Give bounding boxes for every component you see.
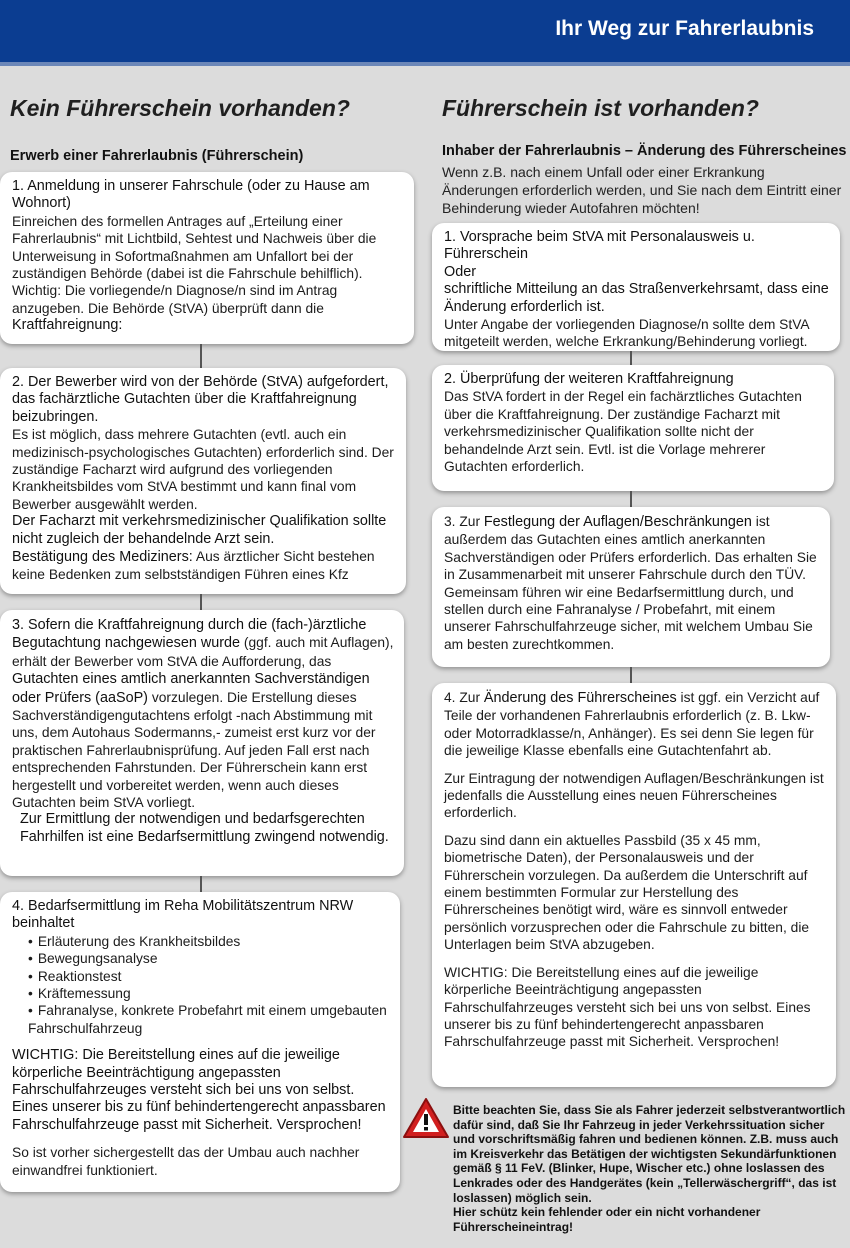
connector <box>630 667 632 683</box>
right-step-4-p2: Zur Eintragung der notwendigen Auflagen/Beschränkungen ist jedenfalls die Ausstellung eines neuen Führerscheines erforderlich. <box>444 770 824 821</box>
list-item: • Reaktionstest <box>28 968 390 985</box>
left-column-heading: Kein Führerschein vorhanden? <box>10 95 350 121</box>
right-step-1-body: Unter Angabe der vorliegenden Diagnose/n sollte dem StVA mitgeteilt werden, welche Erkrankung/Behinderung vorliegt. <box>444 317 809 350</box>
right-step-4-body: ist ggf. ein Verzicht auf Teile der vorhandenen Fahrerlaubnis erforderlich (z. B. Lkw- oder Motorradklasse/n, Anhänger). Es sei denn Sie legen für die jeweilige Klasse ebenfalls eine Gutachtenfahrt ab. <box>444 690 820 759</box>
warning-text-2: Hier schütz kein fehlender oder ein nicht vorhandener Führerscheineintrag! <box>453 1205 761 1234</box>
connector <box>200 876 202 892</box>
left-step-1-body: Einreichen des formellen Antrages auf „Erteilung einer Fahrerlaubnis“ mit Lichtbild, Sehtest und Nachweis über die Unterweisung in Sofortmaßnahmen am Unfallort bei der zuständigen Behörde (dabei ist die Fahrschule behilflich). Wichtig: Die vorliegende/n Diagnose/n sind im Antrag anzugeben. Die Behörde (StVA) überprüft dann die <box>12 213 377 316</box>
left-step-4-box <box>0 892 400 1192</box>
left-step-3-title-tail: (ggf. auch mit Auflagen), erhält der Bewerber vom StVA die Aufforderung, das <box>12 635 394 669</box>
left-step-2-confirm-label: Bestätigung des Mediziners: <box>12 549 193 566</box>
right-step-1-written: schriftliche Mitteilung an das Straßenverkehrsamt, dass eine Änderung erforderlich ist. <box>444 281 829 315</box>
list-item: • Kräftemessung <box>28 985 390 1002</box>
connector <box>630 491 632 507</box>
header-bar <box>0 0 850 66</box>
list-item: • Fahranalyse, konkrete Probefahrt mit einem umgebauten Fahrschulfahrzeug <box>28 1002 390 1037</box>
connector <box>630 351 632 365</box>
right-step-1-box <box>432 223 840 351</box>
left-section-heading: Erwerb einer Fahrerlaubnis (Führerschein) <box>10 148 304 164</box>
left-step-3-body: vorzulegen. Die Erstellung dieses Sachverständigengutachtens erfolgt -nach Abstimmung mit uns, dem Autohaus Sodermanns,- zumeist erst kurz vor der praktischen Fahrerlaubnisprüfung. Auf jeden Fall erst nach entsprechenden Fahrstunden. Der Führerschein kann erst hergestellt und vorbereitet werden, wenn auch dieses Gutachten beim StVA vorliegt. <box>12 689 376 811</box>
right-intro: Wenn z.B. nach einem Unfall oder einer Erkrankung Änderungen erforderlich werden, und Sie nach dem Eintritt einer Behinderung wieder Autofahren möchten! <box>442 164 842 216</box>
right-step-4-p4: WICHTIG: Die Bereitstellung eines auf die jeweilige körperliche Beeinträchtigung angepassten Fahrschulfahrzeuges versteht sich bei uns von selbst. Eines unserer bis zu fünf behindertengerecht anpassbaren Fahrschulfahrzeuge passt mit Sicherheit. Versprochen! <box>444 964 811 1050</box>
left-step-2-doctor: Der Facharzt mit verkehrsmedizinischer Qualifikation sollte nicht zugleich der behandelnde Arzt sein. <box>12 513 387 547</box>
right-step-3-prefix: 3. Zur <box>444 514 481 529</box>
left-step-2-body: Es ist möglich, dass mehrere Gutachten (evtl. auch ein medizinisch-psychologisches Gutachten) erforderlich sind. Der zuständige Facharzt wird aufgrund des vorliegenden Krankheitsbildes vom StVA bestimmt und kann final vom Bewerber ausgewählt werden. <box>12 427 394 512</box>
right-section-heading: Inhaber der Fahrerlaubnis – Änderung des Führerscheines <box>442 143 847 159</box>
right-step-4-box <box>432 683 836 1087</box>
warning-text: Bitte beachten Sie, dass Sie als Fahrer jederzeit selbstverantwortlich dafür sind, daß Sie Ihr Fahrzeug in jeder Verkehrssituation sicher und vorschriftsmäßig fahren und bedienen können. Z.B. muss auch im Kreisverkehr das Betätigen der wichtigsten Sekundärfunktionen gemäß § 11 FeV. (Blinker, Hupe, Wischer etc.) ohne loslassen des Lenkrades oder des Handgerätes (kein „Tellerwäschergriff“, das ist loslassen) möglich sein. <box>453 1103 846 1205</box>
left-step-4-list <box>28 933 390 1037</box>
list-item: • Erläuterung des Krankheitsbildes <box>28 933 390 950</box>
left-step-2-box <box>0 368 406 594</box>
connector <box>200 344 202 368</box>
page-title: Ihr Weg zur Fahrerlaubnis <box>555 17 814 40</box>
left-step-4-closing: So ist vorher sichergestellt das der Umbau auch nachher einwandfrei funktioniert. <box>12 1145 360 1178</box>
right-step-1-title: 1. Vorsprache beim StVA mit Personalausweis u. Führerschein <box>444 229 755 263</box>
left-step-3-need: Zur Ermittlung der notwendigen und bedarfsgerechten Fahrhilfen ist eine Bedarfsermittlung zwingend notwendig. <box>20 811 389 845</box>
right-step-3-box <box>432 507 830 667</box>
left-step-2-confirm-text: Aus ärztlicher Sicht bestehen keine Bedenken zum selbstständigen Führen eines Kfz <box>12 549 375 583</box>
right-step-1-or: Oder <box>444 263 476 280</box>
left-step-1-tail: Kraftfahreignung: <box>12 317 123 334</box>
right-step-4-title: Änderung des Führerscheines <box>483 690 677 706</box>
connector <box>200 594 202 610</box>
right-step-2-title: 2. Überprüfung der weiteren Kraftfahreignung <box>444 371 734 387</box>
left-step-3-title: 3. Sofern die Kraftfahreignung durch die (fach-)ärztliche Begutachtung nachgewiesen wurde <box>12 617 367 652</box>
warning-triangle-icon <box>402 1097 450 1139</box>
left-step-1-title: 1. Anmeldung in unserer Fahrschule (oder zu Hause am Wohnort) <box>12 178 370 212</box>
left-step-1-box <box>0 172 414 344</box>
left-step-3-expert: Gutachten eines amtlich anerkannten Sachverständigen oder Prüfers (aaSoP) <box>12 671 370 706</box>
left-step-3-box <box>0 610 404 876</box>
right-step-4-prefix: 4. Zur <box>444 690 481 705</box>
left-step-4-promise: Eines unserer bis zu fünf behindertengerecht anpassbaren Fahrschulfahrzeuge passt mit Sicherheit. Versprochen! <box>12 1099 386 1133</box>
right-step-2-body: Das StVA fordert in der Regel ein fachärztliches Gutachten über die Kraftfahreignung. Der zuständige Facharzt mit verkehrsmedizinischer Qualifikation sollte nicht der behandelnde Arzt sein. Evtl. ist die Vorlage mehrerer Gutachten erforderlich. <box>444 389 802 475</box>
right-step-3-title: Festlegung der Auflagen/Beschränkungen <box>483 514 752 530</box>
right-step-4-p3: Dazu sind dann ein aktuelles Passbild (35 x 45 mm, biometrische Daten), der Personalausweis und der Führerschein vorzulegen. Da außerdem die Unterschrift auf einem bestimmten Formular zur Herstellung des Führerscheines benötigt wird, wäre es sinnvoll entweder persönlich vorzusprechen oder die Fahrschule zu bitten, die Unterlagen beim StVA abzugeben. <box>444 832 810 953</box>
left-step-2-title: 2. Der Bewerber wird von der Behörde (StVA) aufgefordert, das fachärztliche Gutachten über die Kraftfahreignung beizubringen. <box>12 374 389 425</box>
right-step-2-box <box>432 365 834 491</box>
left-step-4-important: WICHTIG: Die Bereitstellung eines auf die jeweilige körperliche Beeinträchtigung angepassten Fahrschulfahrzeuges versteht sich bei uns von selbst. <box>12 1047 355 1099</box>
right-step-3-body: ist außerdem das Gutachten eines amtlich anerkannten Sachverständigen oder Prüfers erforderlich. Das erhalten Sie in Zusammenarbeit mit unserer Fahrschule durch den TÜV. Gemeinsam führen wir eine Bedarfsermittlung durch, und stellen durch eine Fahranalyse / Probefahrt, mit einem unserer Fahrschulfahrzeuge sicher, mit welchem Umbau Sie am besten zurechtkommen. <box>444 514 817 652</box>
left-step-4-title: 4. Bedarfsermittlung im Reha Mobilitätszentrum NRW beinhaltet <box>12 898 354 932</box>
list-item: • Bewegungsanalyse <box>28 950 390 967</box>
right-column-heading: Führerschein ist vorhanden? <box>442 95 759 121</box>
warning-text-block <box>453 1103 848 1234</box>
